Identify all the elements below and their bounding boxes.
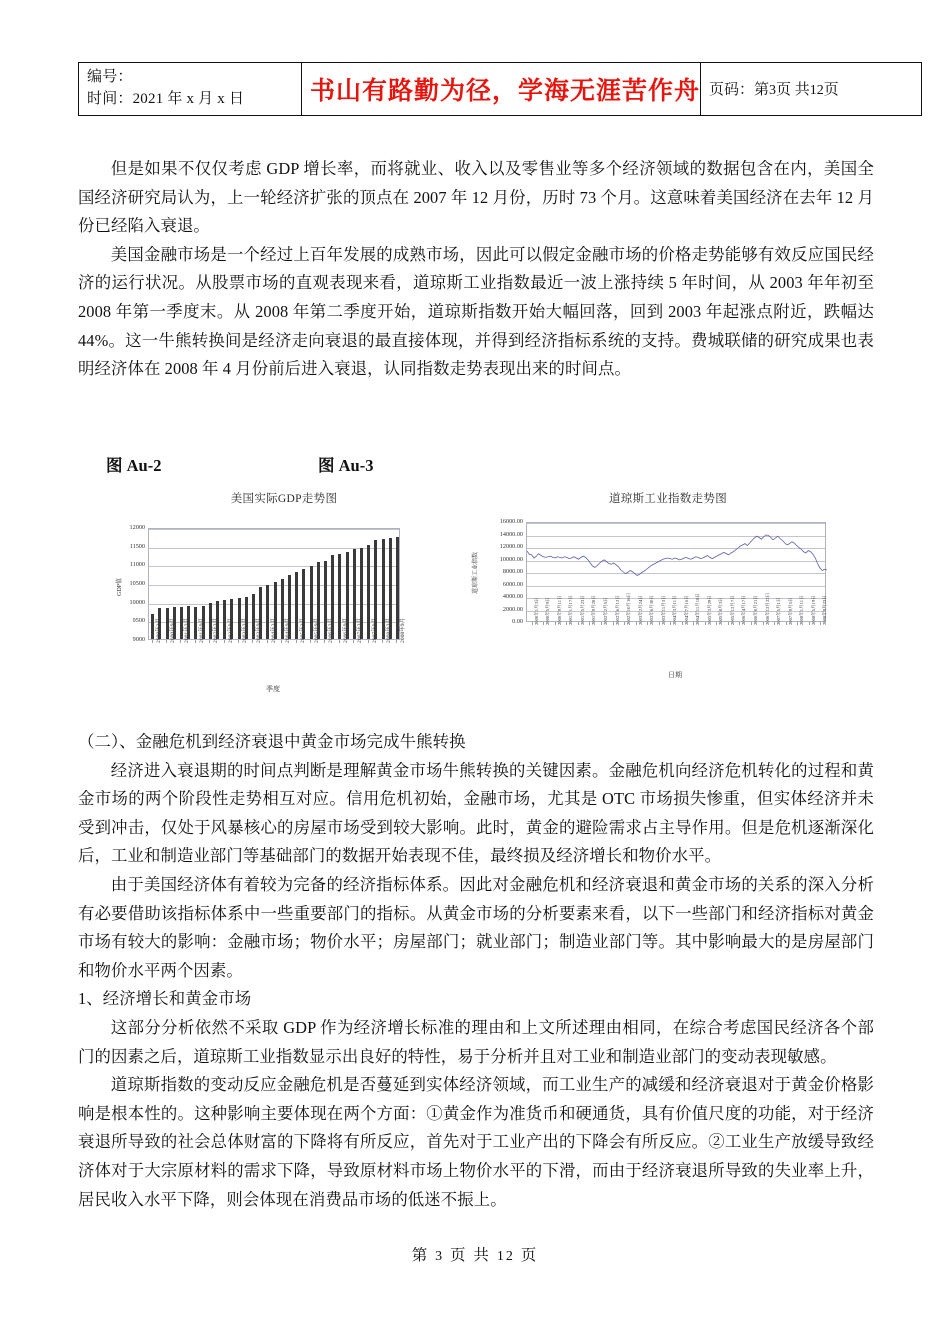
header-motto-cell (302, 63, 701, 116)
chart-gdp-ytick: 10000 (129, 598, 145, 606)
chart-dow-title: 道琼斯工业指数走势图 (609, 493, 727, 505)
chart-dow-xtick: 2000年1月3日 (533, 597, 539, 625)
chart-gdp-tickmark (324, 640, 325, 643)
chart-gdp-tickmark (195, 640, 196, 643)
chart-dow-tickmark (728, 622, 729, 625)
chart-gdp-xtick: 2003年3月 (242, 617, 248, 643)
paragraph-6: 道琼斯指数的变动反应金融危机是否蔓延到实体经济领域，而工业生产的减缓和经济衰退对于黄金价格影响是根本性的。这种影响主要体现在两个方面：①黄金作为准货币和硬通货，具有价值尺度的功能，对于经济衰退所导致的社会总体财富的下降将有所反应，首先对于工业产出的下降会有所反应。②工业生产放缓导致经济体对于大宗原材料的需求下降，导致原材料市场上物价水平的下滑，而由于经济衰退所导致的失业率上升，居民收入水平下降，则会体现在消费品市场的低迷不振上。 (78, 1075, 874, 1209)
chart-gdp-tickmark (252, 640, 253, 643)
header-page-mid: 页 共 (776, 82, 810, 99)
chart-gdp-tickmark (152, 640, 153, 643)
chart-gdp-ytick: 9000 (132, 636, 145, 643)
chart-gdp-tickmark (267, 640, 268, 643)
chart-dow-tickmark (589, 622, 590, 625)
chart-gdp-xtick: 2000年3月 (155, 617, 162, 643)
header-page-suffix: 页 (823, 82, 839, 99)
footer-suffix: 页 (520, 1247, 539, 1264)
chart-dow-ytick: 2000.00 (502, 605, 523, 613)
chart-dow-xtick: 2004年11月18日 (695, 593, 701, 625)
chart-dow-xtick: 2008年1月11日 (799, 595, 805, 625)
chart-gdp-xtick: 2006年9月 (342, 617, 349, 643)
chart-gdp-tickmark (238, 640, 239, 643)
chart-dow-xtick: 2004年7月16日 (683, 595, 689, 625)
chart-dow-tickmark (774, 622, 775, 625)
chart-dow-xtick: 2001年1月17日 (568, 595, 574, 625)
chart-gdp-xtick: 2000年9月 (170, 617, 176, 643)
chart-dow-tickmark (786, 622, 787, 625)
chart-gdp-tickmark (166, 640, 167, 643)
chart-dow-xtick: 2001年5月23日 (579, 595, 585, 625)
chart-dow-tickmark (809, 622, 810, 625)
header-id-line (87, 67, 293, 89)
chart-dow-tickmark (751, 622, 752, 625)
heading-section-2: （二）、金融危机到经济衰退中黄金市场完成牛熊转换 (78, 732, 466, 751)
header-time-line (87, 89, 293, 111)
chart-dow-ytick: 8000.00 (502, 568, 523, 575)
header-motto: 书山有路勤为径，学海无涯苦作舟 (310, 77, 701, 105)
chart-dow-tickmark (659, 622, 660, 625)
chart-gdp-tickmark (382, 640, 383, 643)
chart-gdp-xtick: 2005年3月 (299, 617, 306, 643)
header-page-prefix: 第 (754, 82, 770, 99)
header-page-cell (701, 63, 922, 116)
chart-dow-xtick: 2001年9月28日 (591, 595, 597, 625)
chart-dow-ytick: 10000.00 (499, 555, 523, 563)
chart-gdp-ytick: 11000 (129, 561, 145, 569)
chart-dow-xtick: 2007年9月5日 (787, 597, 793, 625)
chart-gdp-tickmark (209, 640, 210, 643)
chart-dow-tickmark (624, 622, 625, 625)
body-text-top (78, 155, 874, 384)
chart-gdp-xtick: 2001年9月 (198, 617, 205, 643)
footer-mid: 页 共 (450, 1247, 491, 1264)
paragraph-1: 但是如果不仅仅考虑 GDP 增长率，而将就业、收入以及零售业等多个经济领域的数据包含在内，美国全国经济研究局认为，上一轮经济扩张的顶点在 2007 年 12 月份，历时 73 个月。这意味着美国经济在去年 12 月份已经陷入衰退。 (78, 159, 874, 236)
heading-subsection-1: 1、经济增长和黄金市场 (78, 989, 252, 1009)
chart-gdp (108, 488, 460, 710)
footer-prefix: 第 (411, 1247, 430, 1264)
figure-label-au3: 图 Au-3 (318, 456, 374, 475)
footer-current-page: 3 (435, 1249, 445, 1264)
chart-gdp-tickmark (180, 640, 181, 643)
chart-gdp-xtick: 2008年9月 (400, 617, 407, 643)
paragraph-5: 这部分分析依然不采取 GDP 作为经济增长标准的理由和上文所述理由相同，在综合考虑国民经济各个部门的因素之后，道琼斯工业指数显示出良好的特性，易于分析并且对工业和制造业部门的变动表现敏感。 (78, 1017, 874, 1066)
chart-dow-ytick: 12000.00 (499, 543, 523, 550)
chart-gdp-tickmark (353, 640, 354, 643)
figure-labels (78, 452, 874, 478)
chart-dow-tickmark (797, 622, 798, 625)
paragraph-2: 美国金融市场是一个经过上百年发展的成熟市场，因此可以假定金融市场的价格走势能够有效反应国民经济的运行状况。从股票市场的直观表现来看，道琼斯工业指数最近一波上涨持续 5 年时间，从 2003 年年初至 2008 年第一季度末。从 2008 年第二季度开始，道琼斯指数开始大幅回落，回到 2003 年起涨点附近，跌幅达 44%。这一牛熊转换间是经济走向衰退的最直接体现，并得到经济指标系统的支持。费城联储的研究成果也表明经济体在 2008 年 4 月份前后进入衰退，认同指数走势表现出来的时间点。 (78, 244, 874, 379)
chart-dow-tickmark (739, 622, 740, 625)
chart-gdp-xtick: 2002年3月 (213, 617, 220, 643)
chart-dow-xtick: 2005年3月29日 (706, 595, 712, 625)
chart-dow-xtick: 2002年6月12日 (614, 595, 620, 625)
chart-gdp-tickmark (368, 640, 369, 643)
chart-dow-tickmark (636, 622, 637, 625)
chart-gdp-ytick: 11500 (129, 542, 145, 550)
chart-dow-xtick: 2003年2月24日 (637, 595, 643, 625)
chart-gdp-xtick: 2007年9月 (371, 617, 378, 643)
chart-gdp-tickmark (339, 640, 340, 643)
body-text-bottom (78, 728, 874, 1214)
chart-gdp-xtick: 2004年3月 (270, 617, 277, 643)
chart-dow-tickmark (578, 622, 579, 625)
chart-dow-ytick: 4000.00 (502, 593, 523, 600)
chart-dow-tickmark (543, 622, 544, 625)
chart-dow-ytick: 0.00 (512, 618, 523, 625)
chart-gdp-title: 美国实际GDP走势图 (230, 493, 338, 505)
chart-dow-tickmark (566, 622, 567, 625)
chart-dow-xtick: 2008年5月19日 (810, 595, 816, 625)
chart-gdp-tickmark (281, 640, 282, 643)
chart-dow-tickmark (693, 622, 694, 625)
figures-block (78, 452, 874, 710)
header-time-label: 时间： (87, 90, 133, 107)
chart-dow-xtick: 2003年6月30日 (649, 595, 655, 625)
chart-dow-tickmark (555, 622, 556, 625)
chart-gdp-ylabel: GDP值 (117, 577, 123, 596)
chart-dow-tickmark (682, 622, 683, 625)
header-page-line (709, 78, 913, 99)
figure-label-au2: 图 Au-2 (106, 456, 162, 475)
chart-gdp-xlabel: 季度 (266, 685, 280, 693)
chart-dow-xtick: 2006年8月21日 (753, 595, 758, 625)
chart-gdp-xtick: 2002年9月 (227, 617, 234, 643)
chart-gdp-ytick: 10500 (129, 580, 145, 587)
chart-dow-ytick: 16000.00 (499, 518, 523, 525)
chart-gdp-xtick: 2001年3月 (184, 617, 191, 643)
chart-gdp-xtick: 2004年9月 (285, 617, 292, 643)
chart-dow-tickmark (601, 622, 602, 625)
chart-gdp-ytick: 12000 (129, 524, 145, 531)
chart-gdp-xtick: 2003年9月 (256, 617, 263, 643)
chart-gdp-ytick: 9500 (132, 617, 145, 625)
chart-gdp-tickmark (396, 640, 397, 643)
chart-dow-ytick: 6000.00 (502, 580, 523, 588)
footer-total-pages: 12 (496, 1249, 515, 1264)
chart-dow-tickmark (763, 622, 764, 625)
chart-dow-tickmark (613, 622, 614, 625)
chart-dow-xtick: 2008年9月23日 (822, 595, 828, 625)
chart-dow-ylabel: 道琼斯工业指数 (473, 551, 479, 594)
chart-dow-xtick: 2002年10月16日 (626, 592, 632, 625)
chart-gdp-tickmark (296, 640, 297, 643)
header-page-label: 页码： (709, 82, 755, 99)
document-header-table (78, 62, 922, 116)
chart-dow-ytick: 14000.00 (499, 530, 523, 538)
paragraph-3: 经济进入衰退期的时间点判断是理解黄金市场牛熊转换的关键因素。金融危机向经济危机转化的过程和黄金市场的两个阶段性走势相互对应。信用危机初始，金融市场，尤其是 OTC 市场损失惨重，但实体经济并未受到冲击，仅处于风暴核心的房屋市场受到较大影响。此时，黄金的避险需求占主导作用。但是危机逐渐深化后，工业和制造业部门等基础部门的数据开始表现不佳，最终损及经济增长和物价水平。 (78, 760, 874, 866)
chart-dow-xtick: 2005年8月3日 (718, 597, 724, 625)
chart-dow-tickmark (820, 622, 821, 625)
header-page-total: 12 (809, 83, 824, 99)
chart-dow-tickmark (705, 622, 706, 625)
chart-dow-xtick: 2006年12月22日 (764, 592, 770, 625)
chart-dow-tickmark (647, 622, 648, 625)
chart-dow-xtick: 2007年5月1日 (776, 597, 782, 625)
chart-gdp-gridline (149, 529, 399, 530)
chart-gdp-xtick: 2007年3月 (357, 617, 364, 643)
header-page-current: 3 (769, 83, 777, 99)
chart-gdp-tickmark (224, 640, 225, 643)
chart-dow-tickmark (716, 622, 717, 625)
chart-dow-xtick: 2006年4月17日 (741, 595, 747, 625)
chart-gdp-xtick: 2006年3月 (328, 617, 335, 643)
page-footer (0, 1243, 950, 1265)
chart-dow-xlabel: 日期 (668, 671, 682, 679)
chart-dow-xtick: 2000年9月11日 (556, 595, 562, 625)
chart-dow-tickmark (670, 622, 671, 625)
paragraph-4: 由于美国经济体有着较为完备的经济指标体系。因此对金融危机和经济衰退和黄金市场的关系的深入分析有必要借助该指标体系中一些重要部门的指标。从黄金市场的分析要素来看，以下一些部门和经济指标对黄金市场有较大的影响：金融市场；物价水平；房屋部门；就业部门；制造业部门等。其中影响最大的是房屋部门和物价水平两个因素。 (78, 874, 874, 980)
chart-dow-xtick: 2004年3月11日 (672, 595, 678, 625)
chart-dow (468, 488, 868, 710)
chart-dow-xtick: 2000年5月9日 (545, 597, 551, 625)
chart-gdp-tickmark (310, 640, 311, 643)
chart-gdp-xtick: 2008年3月 (386, 617, 392, 643)
chart-dow-xtick: 2002年2月5日 (603, 597, 608, 625)
chart-dow-tickmark (532, 622, 533, 625)
chart-dow-xtick: 2003年11月3日 (660, 595, 666, 625)
header-id-time-cell (79, 63, 302, 116)
header-time-value: 2021 年 x 月 x 日 (132, 90, 245, 107)
chart-dow-xtick: 2005年12月7日 (729, 595, 735, 625)
header-id-label: 编号： (87, 69, 133, 85)
chart-gdp-xtick: 2005年9月 (314, 617, 320, 643)
